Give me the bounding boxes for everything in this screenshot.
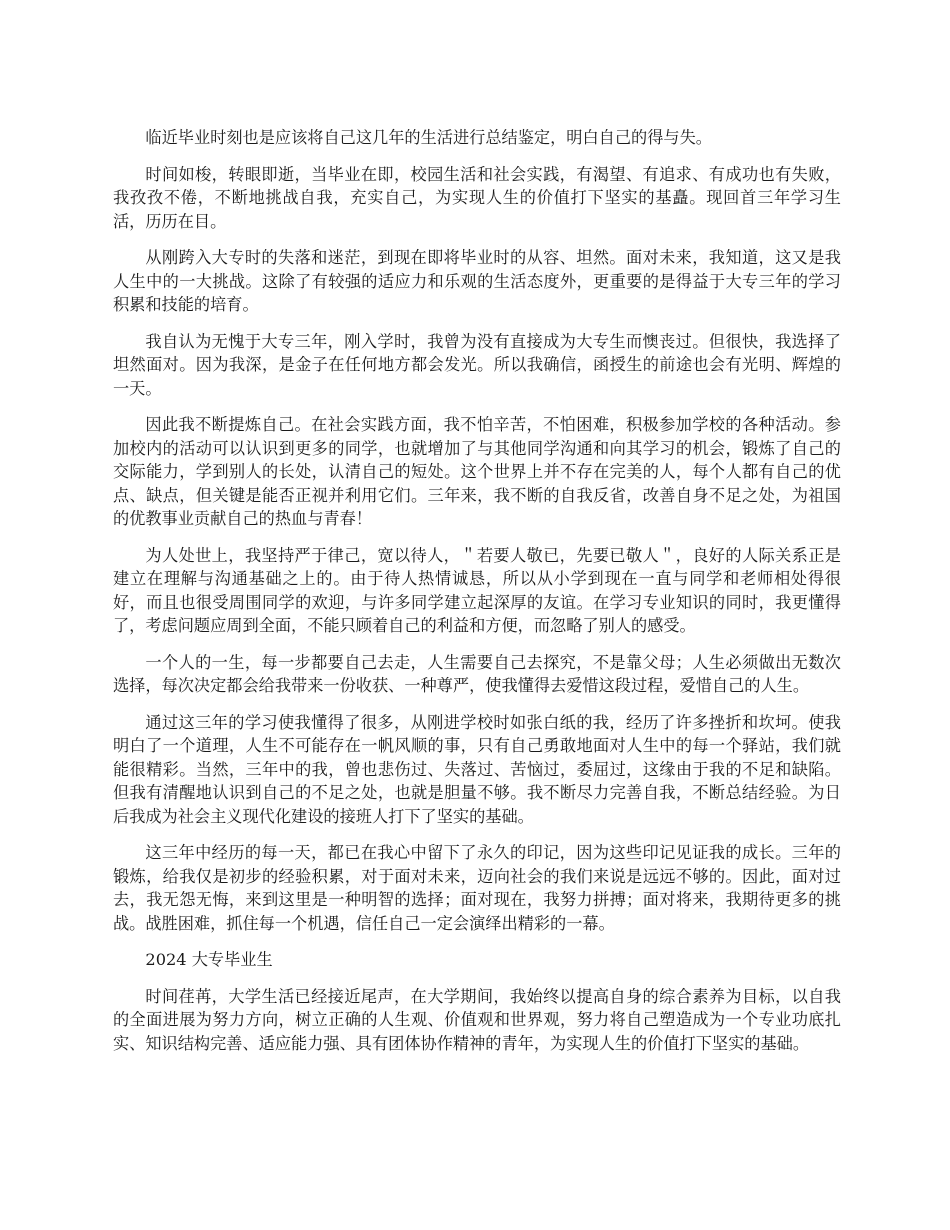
- paragraph: 我自认为无愧于大专三年，刚入学时，我曾为没有直接成为大专生而懊丧过。但很快，我选择了坦然面对。因为我深，是金子在任何地方都会发光。所以我确信，函授生的前途也会有光明、辉煌的一天。: [113, 331, 841, 398]
- paragraph: 为人处世上，我坚持严于律己，宽以待人，＂若要人敬已，先要已敬人＂，良好的人际关系正是建立在理解与沟通基础之上的。由于待人热情诚恳，所以从小学到现在一直与同学和老师相处得很好，而且也很受周围同学的欢迎，与许多同学建立起深厚的友谊。在学习专业知识的同时，我更懂得了，考虑问题应周到全面，不能只顾着自己的利益和方便，而忽略了别人的感受。: [113, 545, 841, 635]
- paragraph: 这三年中经历的每一天，都已在我心中留下了永久的印记，因为这些印记见证我的成长。三年的锻炼，给我仅是初步的经验积累，对于面对未来，迈向社会的我们来说是远远不够的。因此，面对过去，我无怨无悔，来到这里是一种明智的选择；面对现在，我努力拼搏；面对将来，我期待更多的挑战。战胜困难，抓住每一个机遇，信任自己一定会演绎出精彩的一幕。: [113, 843, 841, 933]
- section-heading: 2024 大专毕业生: [145, 950, 273, 969]
- paragraph: 一个人的一生，每一步都要自己去走，人生需要自己去探究，不是靠父母；人生必须做出无数次选择，每次决定都会给我带来一份收获、一种尊严，使我懂得去爱惜这段过程，爱惜自己的人生。: [113, 652, 841, 695]
- paragraph: 临近毕业时刻也是应该将自己这几年的生活进行总结鉴定，明白自己的得与失。: [145, 128, 712, 147]
- document-body: [113, 126, 841, 1068]
- paragraph: 时间如梭，转眼即逝，当毕业在即，校园生活和社会实践，有渴望、有追求、有成功也有失败，我孜孜不倦，不断地挑战自我，充实自己，为实现人生的价值打下坚实的基矗。现回首三年学习生活，历历在目。: [113, 164, 841, 231]
- paragraph: 通过这三年的学习使我懂得了很多，从刚进学校时如张白纸的我，经历了许多挫折和坎坷。使我明白了一个道理，人生不可能存在一帆风顺的事，只有自己勇敢地面对人生中的每一个驿站，我们就能很精彩。当然，三年中的我，曾也悲伤过、失落过、苦恼过，委屈过，这缘由于我的不足和缺陷。但我有清醒地认识到自己的不足之处，也就是胆量不够。我不断尽力完善自我，不断总结经验。为日后我成为社会主义现代化建设的接班人打下了坚实的基础。: [113, 712, 841, 826]
- paragraph: 时间荏苒，大学生活已经接近尾声，在大学期间，我始终以提高自身的综合素养为目标，以自我的全面进展为努力方向，树立正确的人生观、价值观和世界观，努力将自己塑造成为一个专业功底扎实、知识结构完善、适应能力强、具有团体协作精神的青年，为实现人生的价值打下坚实的基础。: [113, 986, 841, 1053]
- paragraph: 因此我不断提炼自己。在社会实践方面，我不怕辛苦，不怕困难，积极参加学校的各种活动。参加校内的活动可以认识到更多的同学，也就增加了与其他同学沟通和向其学习的机会，锻炼了自己的交际能力，学到别人的长处，认清自己的短处。这个世界上并不存在完美的人，每个人都有自己的优点、缺点，但关键是能否正视并利用它们。三年来，我不断的自我反省，改善自身不足之处，为祖国的优教事业贡献自己的热血与青春！: [113, 415, 841, 528]
- paragraph: 从刚跨入大专时的失落和迷茫，到现在即将毕业时的从容、坦然。面对未来，我知道，这又是我人生中的一大挑战。这除了有较强的适应力和乐观的生活态度外，更重要的是得益于大专三年的学习积累和技能的培育。: [113, 248, 841, 314]
